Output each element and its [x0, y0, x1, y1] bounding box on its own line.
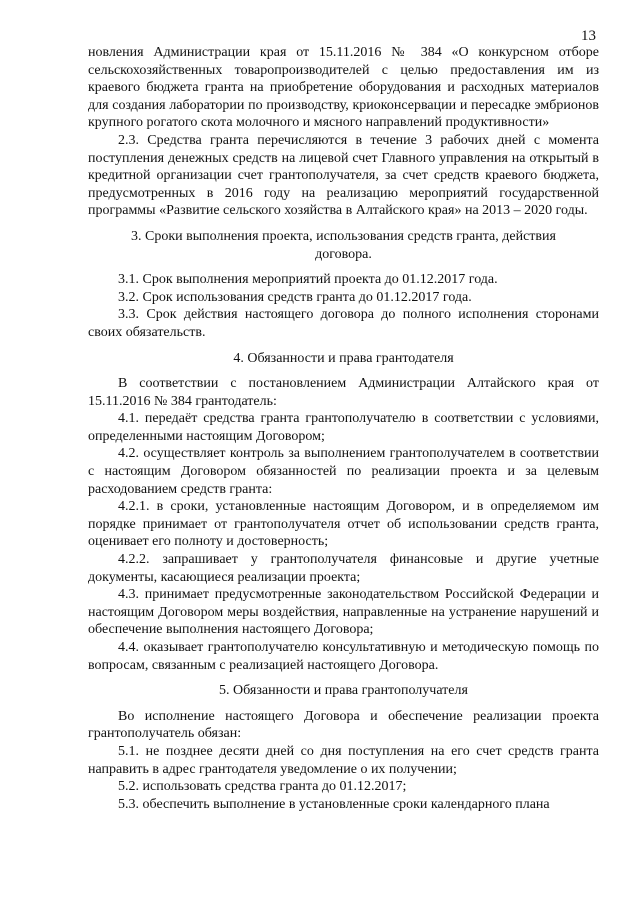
paragraph-3-2: 3.2. Срок использования средств гранта до 01.12.2017 года. — [118, 289, 472, 305]
paragraph-5-2: 5.2. использовать средства гранта до 01.12.2017; — [118, 779, 407, 795]
paragraph-4-1: 4.1. передаёт средства гранта грантополучателю в соответствии с условиями, определенными настоящим Договором; — [88, 411, 599, 444]
paragraph-4-3: 4.3. принимает предусмотренные законодательством Российской Федерации и настоящим Договором меры воздействия, направленные на устранение нарушений и обеспечение выполнения настоящего Договора; — [88, 587, 599, 638]
paragraph-4-intro: В соответствии с постановлением Администрации Алтайского края от 15.11.2016 № 384 грантодатель: — [88, 376, 599, 409]
page-number: 13 — [581, 28, 596, 44]
document-body — [88, 44, 599, 813]
paragraph-5-intro: Во исполнение настоящего Договора и обеспечение реализации проекта грантополучатель обязан: — [88, 708, 599, 742]
section-heading-3: 3. Сроки выполнения проекта, использования средств гранта, действия договора. — [131, 228, 556, 262]
paragraph-4-2-2: 4.2.2. запрашивает у грантополучателя финансовые и другие учетные документы, касающиеся реализации проекта; — [88, 552, 599, 585]
paragraph-3-3: 3.3. Срок действия настоящего договора до полного исполнения сторонами своих обязательств. — [88, 307, 599, 340]
section-heading-4: 4. Обязанности и права грантодателя — [233, 350, 454, 366]
paragraph-4-4: 4.4. оказывает грантополучателю консультативную и методическую помощь по вопросам, связанным с реализацией настоящего Договора. — [88, 640, 599, 673]
section-heading-5: 5. Обязанности и права грантополучателя — [219, 683, 468, 699]
paragraph-2-3: 2.3. Средства гранта перечисляются в течение 3 рабочих дней с момента поступления денежных средств на лицевой счет Главного управления на открытый в кредитной организации счет грантополучателя, за счет средств краевого бюджета, предусмотренных в 2016 году на реализацию мероприятий государственной программы «Развитие сельского хозяйства в Алтайского края» на 2013 – 2020 годы. — [88, 132, 599, 219]
paragraph-resolution-ref: новления Администрации края от 15.11.2016 № 384 «О конкурсном отборе сельскохозяйственных товаропроизводителей с целью предоставления им из краевого бюджета гранта на приобретение оборудования и расходных материалов для создания лаборатории по производству, криоконсервации и пересадке эмбрионов крупного рогатого скота молочного и мясного направлений продуктивности» — [88, 45, 599, 131]
paragraph-3-1: 3.1. Срок выполнения мероприятий проекта до 01.12.2017 года. — [118, 272, 498, 288]
paragraph-4-2-1: 4.2.1. в сроки, установленные настоящим Договором, и в определяемом им порядке принимает от грантополучателя отчет об использовании средств гранта, оценивает его полноту и достоверность; — [88, 499, 599, 550]
paragraph-4-2: 4.2. осуществляет контроль за выполнением грантополучателем в соответствии с настоящим Договором обязанностей по реализации проекта и за целевым расходованием средств гранта: — [88, 446, 599, 497]
paragraph-5-1: 5.1. не позднее десяти дней со дня поступления на его счет средств гранта направить в адрес грантодателя уведомление о их получении; — [88, 743, 599, 777]
paragraph-5-3: 5.3. обеспечить выполнение в установленные сроки календарного плана — [118, 796, 550, 812]
